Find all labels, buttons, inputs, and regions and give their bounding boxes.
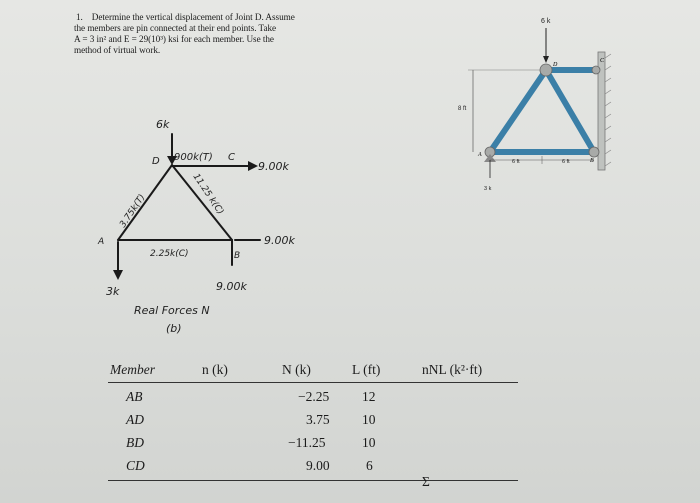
problem-line-4: method of virtual work. [74,45,161,55]
sketch-caption-line2: (b) [166,322,182,335]
row-ad-L: 10 [362,412,376,427]
sum-symbol: Σ [422,474,430,489]
sketch-caption-line1: Real Forces N [134,304,210,317]
sum-rule [108,480,518,481]
sketch-force-top: 9.00k [258,160,289,173]
row-ad-N: 3.75 [306,412,330,427]
header-N: N (k) [282,362,311,377]
problem-number: 1. [76,12,83,22]
sketch-node-c: C [228,152,235,163]
member-ad [490,70,546,152]
problem-line-3: A = 3 in² and E = 29(10³) ksi for each member. Use the [74,34,274,44]
sketch-reaction-a: 3k [106,285,120,298]
joint-b [589,147,599,157]
member-bd [546,70,594,152]
sketch-node-d: D [152,156,160,167]
problem-line-2: the members are pin connected at their end points. Take [74,23,277,33]
sketch-node-b: B [234,251,241,261]
row-ad-member: AD [126,412,144,427]
row-ab-N: −2.25 [298,389,330,404]
header-member: Member [110,362,155,377]
header-nnl: nNL (k²·ft) [422,362,483,377]
row-ab-L: 12 [362,389,376,404]
row-bd-L: 10 [362,435,376,450]
row-bd-member: BD [126,435,144,450]
sketch-load-6k: 6k [156,118,170,131]
sketch-member-bd-label: 11.25 k(C) [190,172,226,217]
sketch-reaction-b: 9.00k [216,280,247,293]
truss-node-c: C [600,58,605,64]
span-right-dimension: 6 ft [562,159,570,165]
header-rule [108,382,518,383]
problem-statement [74,12,374,56]
truss-node-a: A [478,152,482,158]
sketch-member-ab-label: 2.25k(C) [150,249,189,259]
header-L: L (ft) [352,362,381,377]
hand-sketch [90,110,320,340]
header-n: n (k) [202,362,228,377]
row-ab-member: AB [126,389,143,404]
truss-figure [440,10,650,200]
truss-reaction-label: 3 k [484,186,492,192]
row-cd-member: CD [126,458,145,473]
truss-node-d: D [553,62,558,68]
joint-c [592,66,600,74]
height-dimension: 8 ft [458,106,467,112]
truss-node-b: B [590,158,594,164]
row-cd-N: 9.00 [306,458,330,473]
problem-text-1: Determine the vertical displacement of Joint D. Assume [91,12,295,22]
row-bd-N: −11.25 [288,435,326,450]
truss-load-label: 6 k [541,18,551,25]
span-left-dimension: 6 ft [512,159,520,165]
sketch-member-dc-label: 900k(T) [174,152,213,163]
joint-d [540,64,552,76]
sketch-member-ad-label: 3.75k(T) [118,192,148,230]
sketch-force-mid: 9.00k [264,234,295,247]
problem-line-1 [74,12,374,23]
row-cd-L: 6 [366,458,373,473]
sketch-node-a: A [98,237,105,247]
